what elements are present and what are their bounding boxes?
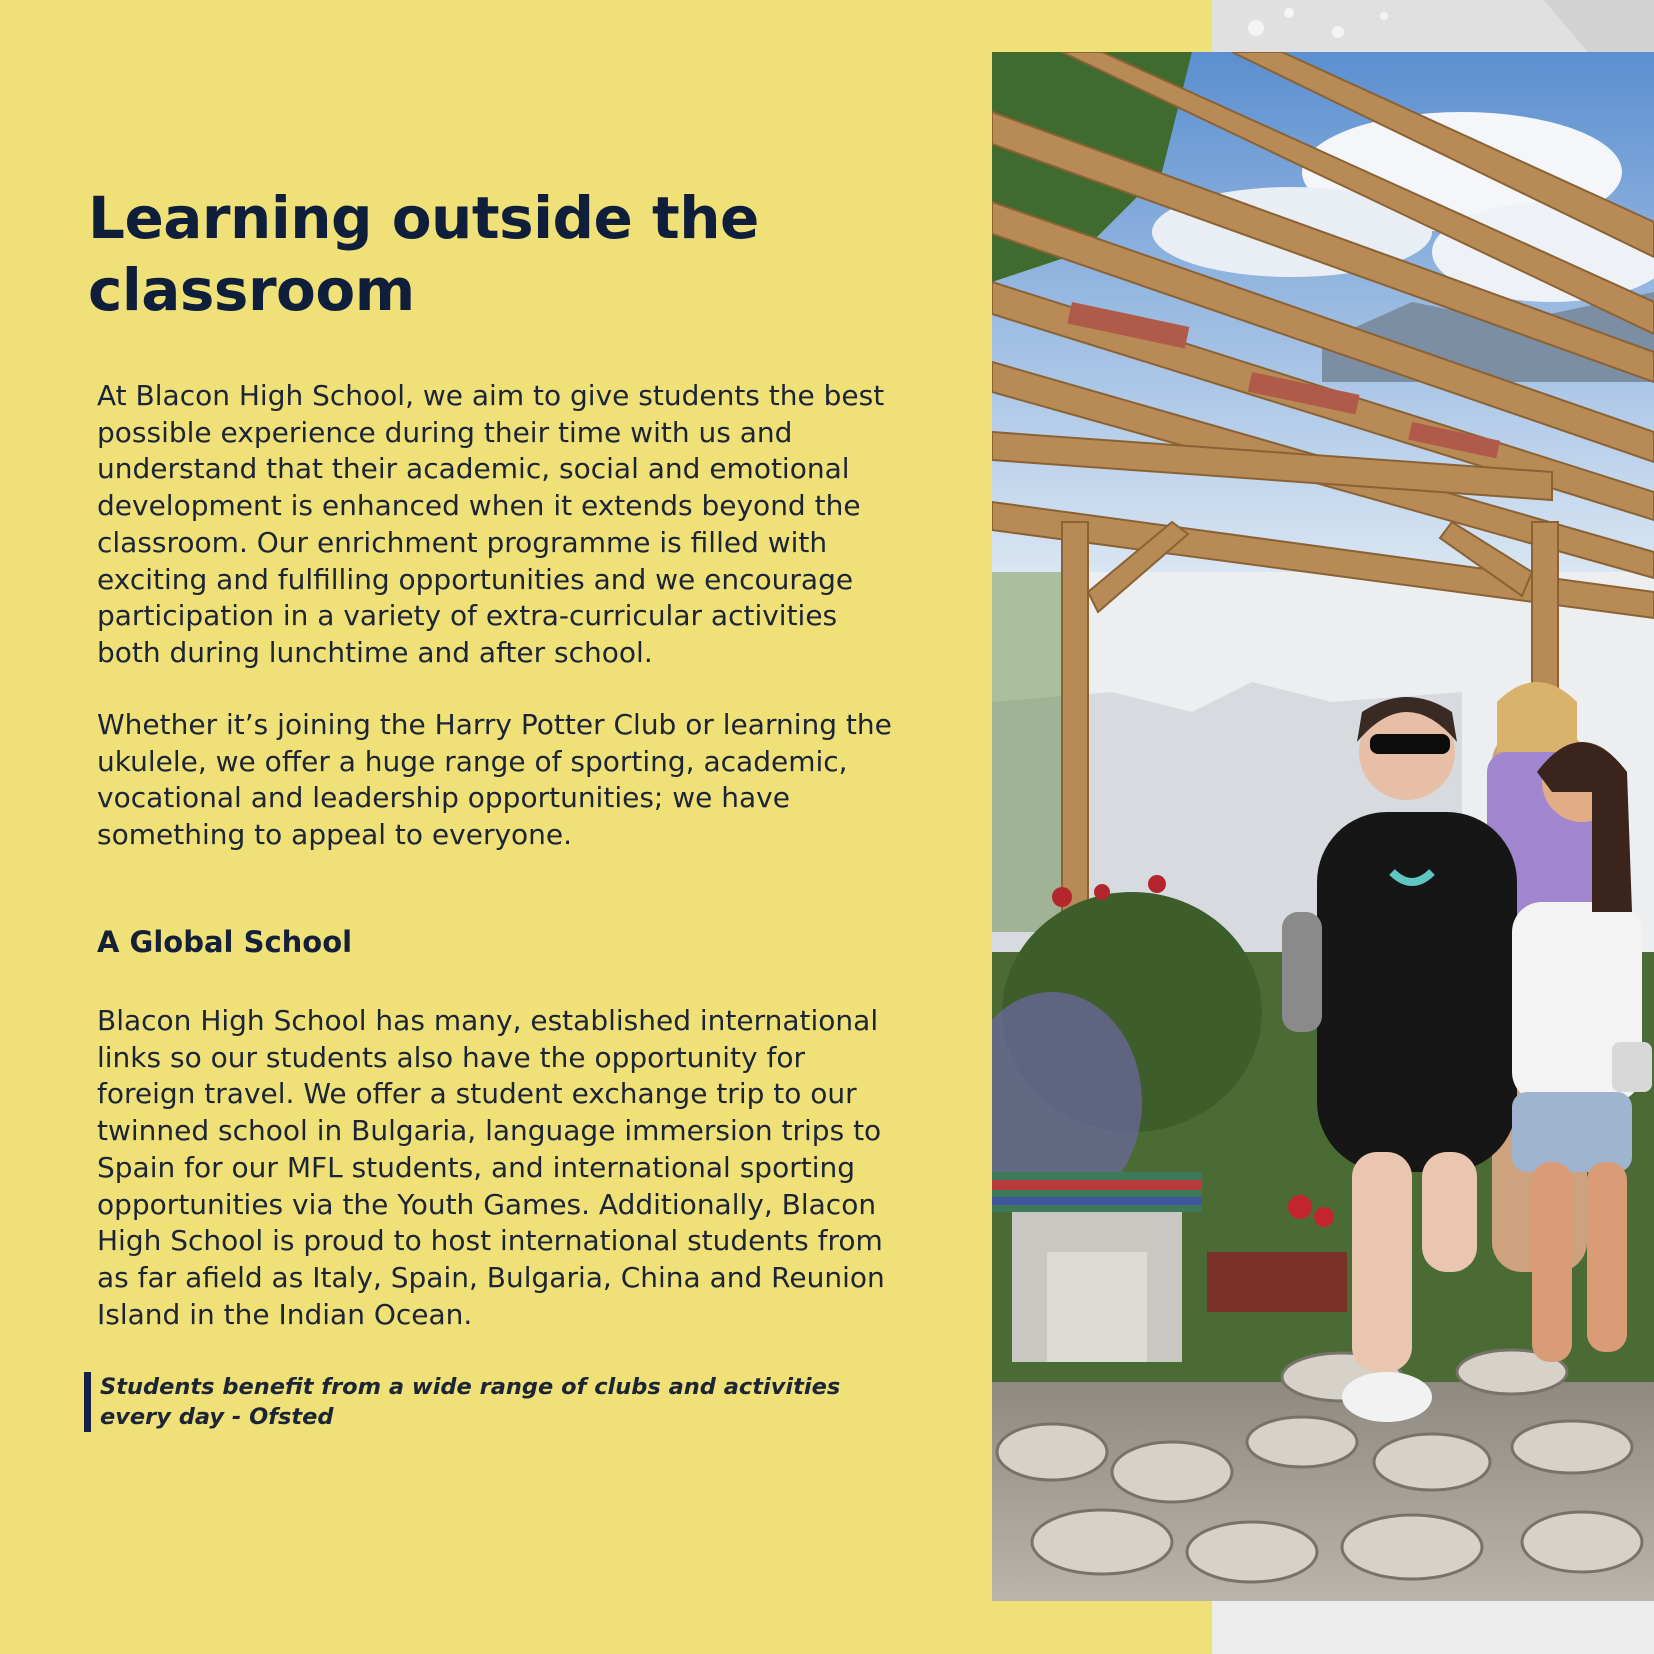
section-heading: A Global School xyxy=(97,925,353,959)
intro-paragraph: At Blacon High School, we aim to give students the best possible experience during their time with us and understand that their academic, social and emotional development is enhanced when it extends beyond the classroom. Our enrichment programme is filled with exciting and fulfilling opportunities and we encourage participation in a variety of extra-curricular activities both during lunchtime and after school. xyxy=(97,379,885,669)
page-title: Learning outside the classroom xyxy=(88,184,759,324)
students-pergola-illustration xyxy=(992,52,1654,1601)
corner-decoration xyxy=(1212,0,1654,52)
decor-dot xyxy=(1332,26,1344,38)
decor-dot xyxy=(1380,12,1388,20)
ofsted-quote xyxy=(84,1372,860,1432)
global-school-paragraph: Blacon High School has many, established international links so our students also have the opportunity for foreign travel. We offer a student exchange trip to our twinned school in Bulgaria, language immersion trips to Spain for our MFL students, and international sporting opportunities via the Youth Games. Additionally, Blacon High School is proud to host international students from as far afield as Italy, Spain, Bulgaria, China and Reunion Island in the Indian Ocean. xyxy=(97,1004,885,1331)
corner-stripe xyxy=(1544,0,1654,52)
decor-dot xyxy=(1284,8,1294,18)
bottom-strip xyxy=(1212,1600,1654,1654)
quote-source: Ofsted xyxy=(249,1404,334,1430)
students-photo xyxy=(992,52,1654,1601)
decor-dot xyxy=(1248,20,1264,36)
quote-text: Students benefit from a wide range of clubs and activities every day - xyxy=(100,1374,841,1430)
clubs-paragraph: Whether it’s joining the Harry Potter Club or learning the ukulele, we offer a huge range of sporting, academic, vocational and leadership opportunities; we have something to appeal to everyone. xyxy=(97,708,892,852)
